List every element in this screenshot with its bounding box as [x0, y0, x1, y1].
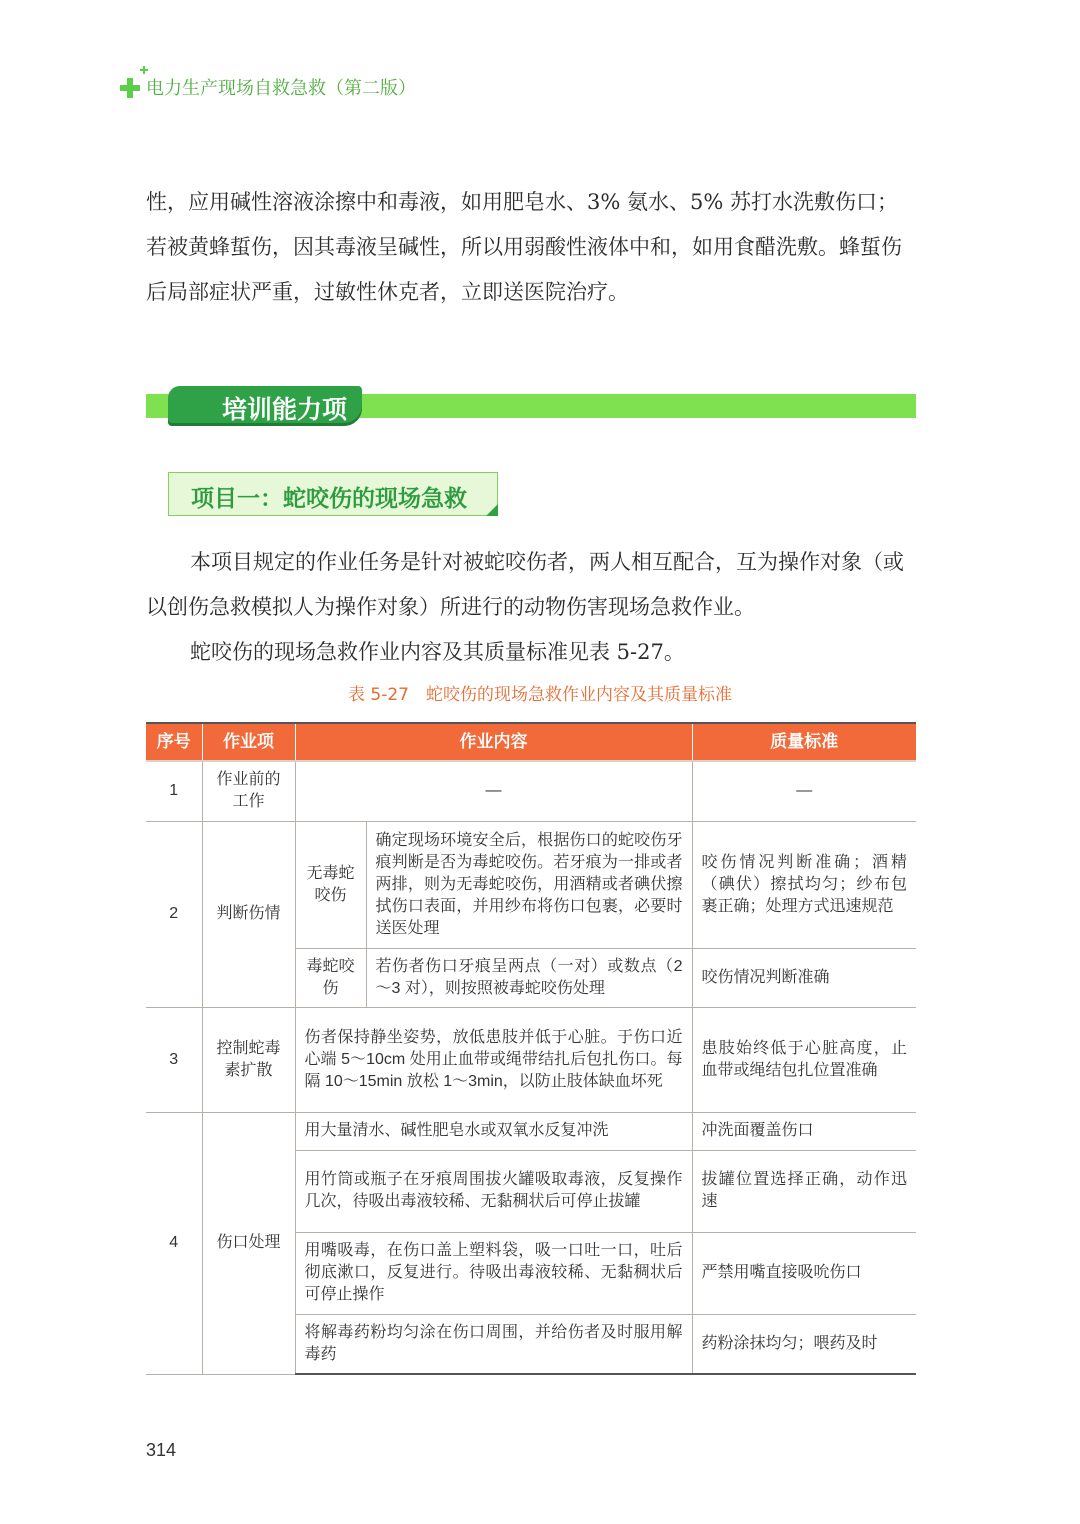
- row4-step3-content: 用嘴吸毒，在伤口盖上塑料袋，吸一口吐一口，吐后彻底漱口，反复进行。待吸出毒液较稀、无黏稠状后可停止操作: [295, 1232, 692, 1314]
- row1-standard: —: [692, 761, 916, 821]
- row4-step3-standard: 严禁用嘴直接吸吮伤口: [692, 1232, 916, 1314]
- header-content: 作业内容: [295, 724, 692, 761]
- row1-content: —: [295, 761, 692, 821]
- small-cross-icon: [140, 66, 148, 74]
- body-paragraphs: [146, 540, 916, 675]
- table-row: [146, 1007, 916, 1112]
- table-row: [146, 761, 916, 821]
- section-title: 培训能力项: [222, 395, 348, 424]
- row4-seq: 4: [146, 1112, 202, 1374]
- table-header-row: [146, 724, 916, 761]
- header-seq: 序号: [146, 724, 202, 761]
- page-number: 314: [146, 1440, 177, 1460]
- row4-step1-content: 用大量清水、碱性肥皂水或双氧水反复冲洗: [295, 1112, 692, 1150]
- intro-paragraph: [146, 180, 916, 315]
- row4-step2-content: 用竹筒或瓶子在牙痕周围拔火罐吸取毒液，反复操作几次，待吸出毒液较稀、无黏稠状后可停止拔罐: [295, 1150, 692, 1232]
- row2-seq: 2: [146, 821, 202, 1007]
- body-paragraph-1: 本项目规定的作业任务是针对被蛇咬伤者，两人相互配合，互为操作对象（或以创伤急救模拟人为操作对象）所进行的动物伤害现场急救作业。: [146, 550, 904, 619]
- row3-seq: 3: [146, 1007, 202, 1112]
- book-title: 电力生产现场自救急救（第二版）: [146, 78, 416, 99]
- row1-seq: 1: [146, 761, 202, 821]
- section-banner: [146, 386, 916, 428]
- row3-standard: 患肢始终低于心脏高度，止血带或绳结包扎位置准确: [692, 1007, 916, 1112]
- row4-step4-content: 将解毒药粉均匀涂在伤口周围，并给伤者及时服用解毒药: [295, 1314, 692, 1374]
- row2-sub1-content: 确定现场环境安全后，根据伤口的蛇咬伤牙痕判断是否为毒蛇咬伤。若牙痕为一排或者两排，则为无毒蛇咬伤，用酒精或者碘伏擦拭伤口表面，并用纱布将伤口包裹，必要时送医处理: [366, 821, 692, 948]
- header-item: 作业项: [202, 724, 295, 761]
- row1-item: 作业前的工作: [202, 761, 295, 821]
- header-standard: 质量标准: [692, 724, 916, 761]
- row2-sub2-content: 若伤者伤口牙痕呈两点（一对）或数点（2～3 对），则按照被毒蛇咬伤处理: [366, 948, 692, 1007]
- row4-step2-standard: 拔罐位置选择正确，动作迅速: [692, 1150, 916, 1232]
- body-paragraph-2: 蛇咬伤的现场急救作业内容及其质量标准见表 5-27。: [190, 640, 685, 664]
- corner-triangle-icon: [486, 504, 498, 516]
- row4-item: 伤口处理: [202, 1112, 295, 1374]
- banner-tab: [168, 386, 362, 426]
- table-caption: 表 5-27 蛇咬伤的现场急救作业内容及其质量标准: [348, 685, 732, 705]
- row2-sub1-label: 无毒蛇咬伤: [295, 821, 366, 948]
- medical-cross-icon: [120, 78, 140, 98]
- row2-sub2-label: 毒蛇咬伤: [295, 948, 366, 1007]
- row2-sub2-standard: 咬伤情况判断准确: [692, 948, 916, 1007]
- row2-item: 判断伤情: [202, 821, 295, 1007]
- table-row: [146, 821, 916, 948]
- quality-standard-table: [146, 724, 916, 1375]
- table-row: [146, 1112, 916, 1150]
- row4-step1-standard: 冲洗面覆盖伤口: [692, 1112, 916, 1150]
- intro-text: 性，应用碱性溶液涂擦中和毒液，如用肥皂水、3% 氨水、5% 苏打水洗敷伤口；若被黄蜂蜇伤，因其毒液呈碱性，所以用弱酸性液体中和，如用食醋洗敷。蜂蜇伤后局部症状严重，过敏性休克者，立即送医院治疗。: [146, 190, 902, 304]
- row4-step4-standard: 药粉涂抹均匀；喂药及时: [692, 1314, 916, 1374]
- item-title: 项目一：蛇咬伤的现场急救: [191, 486, 467, 512]
- row3-item: 控制蛇毒素扩散: [202, 1007, 295, 1112]
- row2-sub1-standard: 咬伤情况判断准确；酒精（碘伏）擦拭均匀；纱布包裹正确；处理方式迅速规范: [692, 821, 916, 948]
- item-title-box: [168, 472, 498, 516]
- row3-content: 伤者保持静坐姿势，放低患肢并低于心脏。于伤口近心端 5～10cm 处用止血带或绳带结扎后包扎伤口。每隔 10～15min 放松 1～3min，以防止肢体缺血坏死: [295, 1007, 692, 1112]
